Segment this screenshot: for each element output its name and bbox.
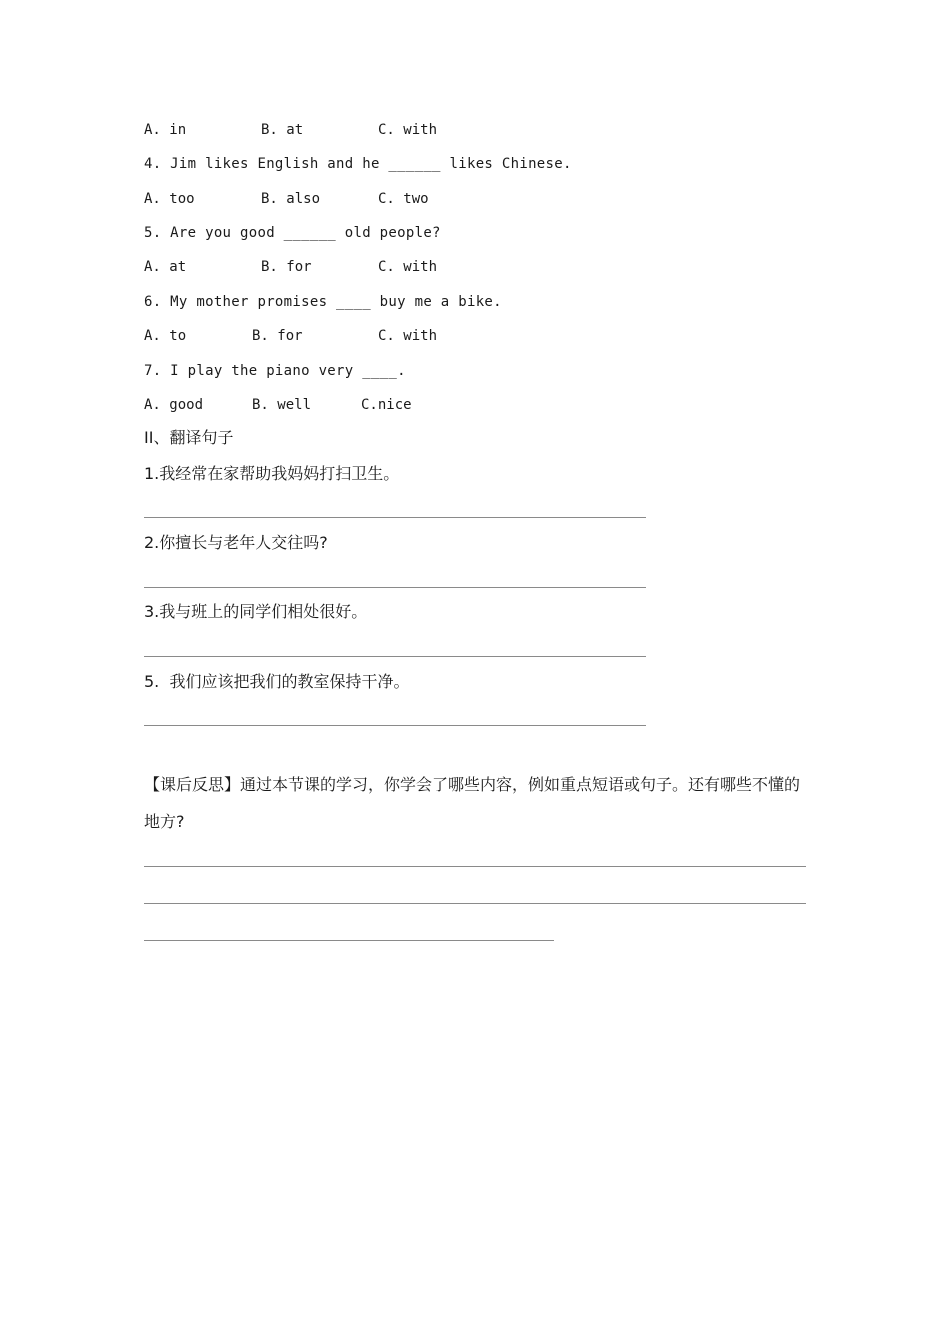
q5-option-b: B. for <box>261 259 312 275</box>
q5-option-c: C. with <box>378 259 438 275</box>
reflection-prompt: 【课后反思】通过本节课的学习，你学会了哪些内容，例如重点短语或句子。还有哪些不懂的地方? <box>144 775 801 831</box>
q7-option-a: A. good <box>144 397 204 413</box>
question-7: 7. I play the piano very ____. <box>144 363 406 379</box>
answer-line-1 <box>144 517 646 518</box>
translate-item-1: 1.我经常在家帮助我妈妈打扫卫生。 <box>144 464 400 483</box>
answer-line-4 <box>144 725 646 726</box>
reflection-line-1 <box>144 866 806 867</box>
translate-item-3: 3.我与班上的同学们相处很好。 <box>144 602 368 621</box>
q7-option-b: B. well <box>252 397 312 413</box>
translate-item-5: 5. 我们应该把我们的教室保持干净。 <box>144 672 410 691</box>
q6-option-a: A. to <box>144 328 187 344</box>
q3-option-b: B. at <box>261 122 304 138</box>
answer-line-3 <box>144 656 646 657</box>
q6-option-b: B. for <box>252 328 303 344</box>
q6-option-c: C. with <box>378 328 438 344</box>
question-5: 5. Are you good ______ old people? <box>144 225 441 241</box>
q3-option-a: A. in <box>144 122 187 138</box>
q4-option-b: B. also <box>261 191 321 207</box>
reflection-line-2 <box>144 903 806 904</box>
section-2-heading: II、翻译句子 <box>144 428 234 447</box>
reflection-line-3 <box>144 940 554 941</box>
answer-line-2 <box>144 587 646 588</box>
q4-option-c: C. two <box>378 191 429 207</box>
q4-option-a: A. too <box>144 191 195 207</box>
question-6: 6. My mother promises ____ buy me a bike. <box>144 294 502 310</box>
q3-option-c: C. with <box>378 122 438 138</box>
q5-option-a: A. at <box>144 259 187 275</box>
q7-option-c: C.nice <box>361 397 412 413</box>
question-4: 4. Jim likes English and he ______ likes Chinese. <box>144 156 572 172</box>
translate-item-2: 2.你擅长与老年人交往吗? <box>144 533 328 552</box>
